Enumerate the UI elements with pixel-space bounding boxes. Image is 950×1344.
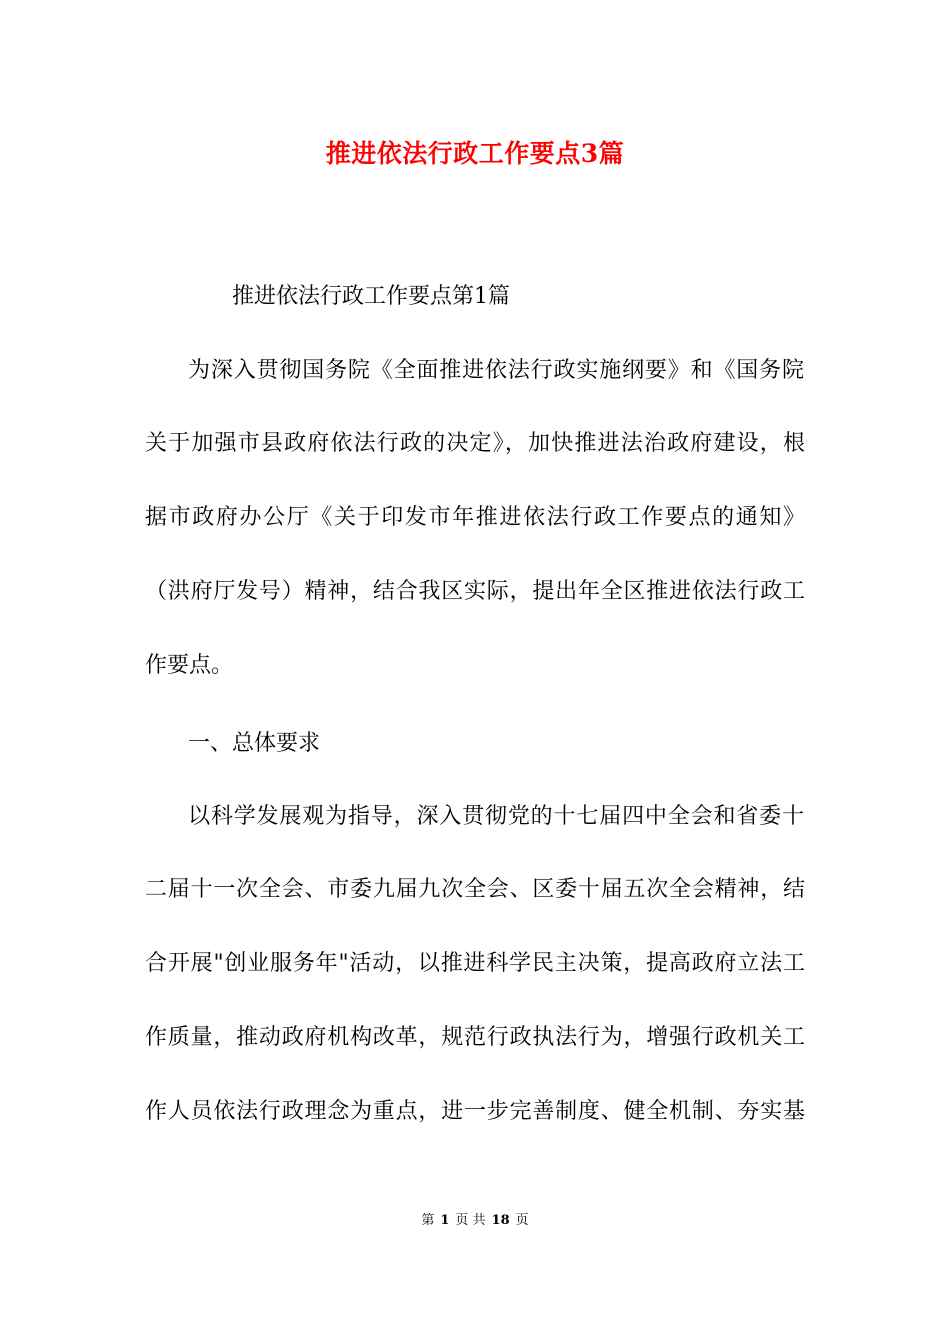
footer-total-pages: 18 bbox=[491, 1213, 510, 1228]
paragraph-line: 以科学发展观为指导，深入贯彻党的十七届四中全会和省委十 bbox=[188, 804, 804, 829]
paragraph-line: 为深入贯彻国务院《全面推进依法行政实施纲要》和《国务院 bbox=[188, 358, 804, 383]
footer-middle: 页 共 bbox=[455, 1213, 486, 1228]
footer-prefix: 第 bbox=[421, 1213, 435, 1228]
paragraph-line: 作质量，推动政府机构改革，规范行政执法行为，增强行政机关工 bbox=[145, 1025, 805, 1050]
document-title: 推进依法行政工作要点3篇 bbox=[325, 139, 625, 168]
footer-page-number: 1 bbox=[440, 1213, 450, 1228]
paragraph-line: 据市政府办公厅《关于印发市年推进依法行政工作要点的通知》 bbox=[145, 505, 805, 530]
paragraph-line: 合开展"创业服务年"活动，以推进科学民主决策，提高政府立法工 bbox=[145, 951, 805, 976]
paragraph-line: 二届十一次全会、市委九届九次全会、区委十届五次全会精神，结 bbox=[145, 877, 805, 902]
subheading: 一、总体要求 bbox=[188, 731, 321, 756]
page-footer bbox=[0, 1209, 950, 1228]
paragraph-line: 作要点。 bbox=[145, 653, 234, 678]
paragraph-line: 关于加强市县政府依法行政的决定》，加快推进法治政府建设，根 bbox=[145, 431, 805, 456]
paragraph-line: （洪府厅发号）精神，结合我区实际，提出年全区推进依法行政工 bbox=[145, 579, 805, 604]
footer-suffix: 页 bbox=[515, 1213, 529, 1228]
section-heading: 推进依法行政工作要点第1篇 bbox=[232, 284, 510, 309]
paragraph-line: 作人员依法行政理念为重点，进一步完善制度、健全机制、夯实基 bbox=[145, 1099, 805, 1124]
